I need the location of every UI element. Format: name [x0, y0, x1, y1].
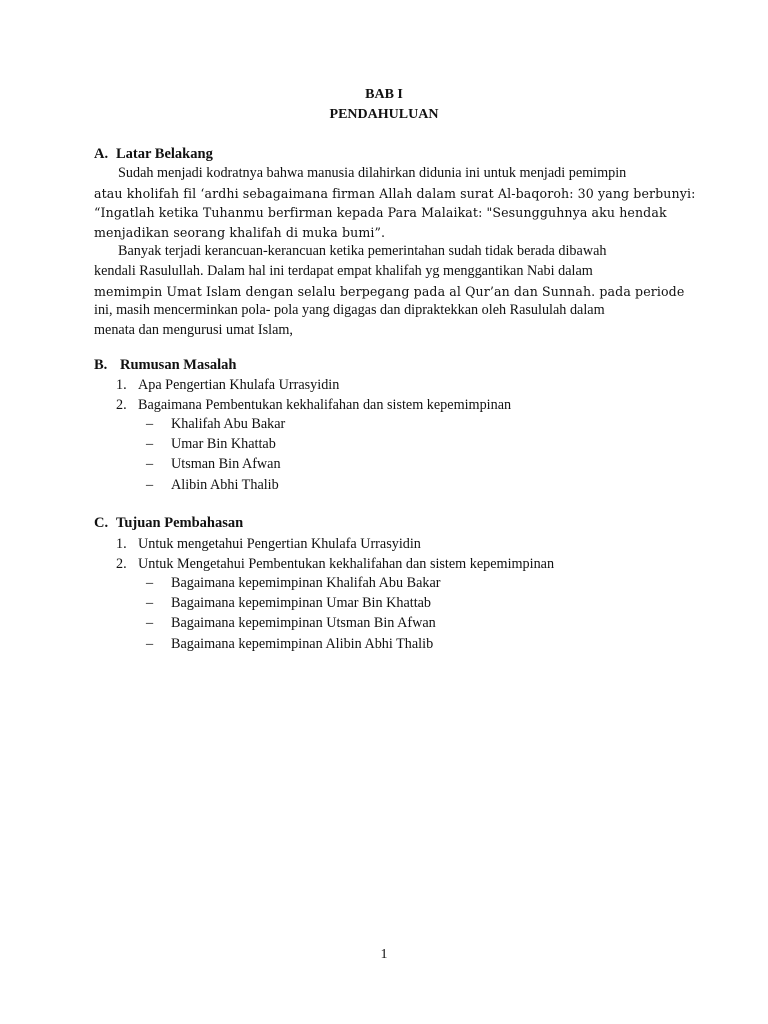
list-item [116, 395, 511, 415]
list-item-text: Apa Pengertian Khulafa Urrasyidin [138, 377, 340, 393]
section-b-heading [94, 356, 236, 374]
dash-bullet: – [146, 436, 154, 453]
list-item [146, 414, 285, 434]
dash-bullet: – [146, 456, 154, 473]
section-a-title: Latar Belakang [116, 146, 213, 162]
list-item [116, 554, 554, 574]
list-item [146, 634, 440, 654]
list-item-text: Khalifah Abu Bakar [171, 416, 286, 432]
page-number: 1 [380, 947, 388, 962]
list-item-text: Utsman Bin Afwan [171, 456, 281, 473]
dash-bullet: – [146, 476, 154, 493]
chapter-title: PENDAHULUAN [329, 107, 439, 122]
list-item-text: Bagaimana Pembentukan kekhalifahan dan sistem kepemimpinan [138, 397, 512, 413]
paragraph-line: Sudah menjadi kodratnya bahwa manusia dilahirkan didunia ini untuk menjadi pemimpin [118, 165, 627, 181]
section-c-marker: C. [94, 515, 109, 531]
list-item-text: Untuk Mengetahui Pembentukan kekhalifahan dan sistem kepemimpinan [138, 556, 555, 572]
section-b-marker: B. [94, 357, 108, 373]
section-b-title: Rumusan Masalah [120, 357, 237, 373]
list-item-text: Bagaimana kepemimpinan Umar Bin Khattab [171, 595, 432, 612]
list-item-text: Bagaimana kepemimpinan Khalifah Abu Bakar [171, 575, 441, 591]
dash-bullet: – [146, 416, 154, 432]
list-item-text: Bagaimana kepemimpinan Alibin Abhi Thalib [171, 635, 434, 652]
list-item-text: Untuk mengetahui Pengertian Khulafa Urrasyidin [138, 536, 421, 552]
list-item [116, 375, 511, 395]
section-b-dash-list [146, 414, 285, 495]
list-item [146, 613, 440, 633]
section-a-marker: A. [94, 146, 109, 162]
dash-bullet: – [146, 635, 154, 652]
list-item [146, 573, 440, 593]
paragraph-line: kendali Rasulullah. Dalam hal ini terdapat empat khalifah yg menggantikan Nabi dalam [94, 262, 593, 279]
chapter-label: BAB I [365, 87, 403, 102]
section-c-heading [94, 514, 243, 532]
section-c-dash-list [146, 573, 440, 654]
paragraph-line: “Ingatlah ketika Tuhanmu berfirman kepada Para Malaikat: "Sesungguhnya aku hendak [94, 205, 667, 221]
paragraph-line: memimpin Umat Islam dengan selalu berpegang pada al Qur’an dan Sunnah. pada periode [94, 283, 685, 299]
list-item [116, 534, 554, 554]
list-item [146, 593, 440, 613]
section-b-numbered-list [116, 375, 511, 415]
list-number: 1. [116, 377, 127, 393]
section-c-numbered-list [116, 534, 554, 574]
list-item-text: Bagaimana kepemimpinan Utsman Bin Afwan [171, 615, 436, 632]
dash-bullet: – [146, 595, 154, 612]
list-item [146, 475, 285, 495]
paragraph-line: menjadikan seorang khalifah di muka bumi”. [94, 224, 386, 240]
paragraph-line: ini, masih mencerminkan pola- pola yang digagas dan dipraktekkan oleh Rasululah dalam [94, 302, 605, 319]
list-number: 2. [116, 397, 127, 413]
section-c-title: Tujuan Pembahasan [116, 515, 244, 531]
paragraph-line: Banyak terjadi kerancuan-kerancuan ketika pemerintahan sudah tidak berada dibawah [118, 243, 607, 260]
list-item [146, 454, 285, 474]
list-item [146, 434, 285, 454]
paragraph-line: menata dan mengurusi umat Islam, [94, 321, 293, 338]
dash-bullet: – [146, 575, 154, 591]
list-number: 2. [116, 556, 127, 572]
dash-bullet: – [146, 615, 154, 632]
list-item-text: Alibin Abhi Thalib [171, 476, 279, 493]
list-item-text: Umar Bin Khattab [171, 436, 276, 453]
section-a-heading [94, 145, 213, 163]
section-a-body [94, 164, 696, 340]
paragraph-line: atau kholifah fil ‘ardhi sebagaimana firman Allah dalam surat Al-baqoroh: 30 yang berbunyi: [94, 185, 696, 201]
list-number: 1. [116, 536, 127, 552]
